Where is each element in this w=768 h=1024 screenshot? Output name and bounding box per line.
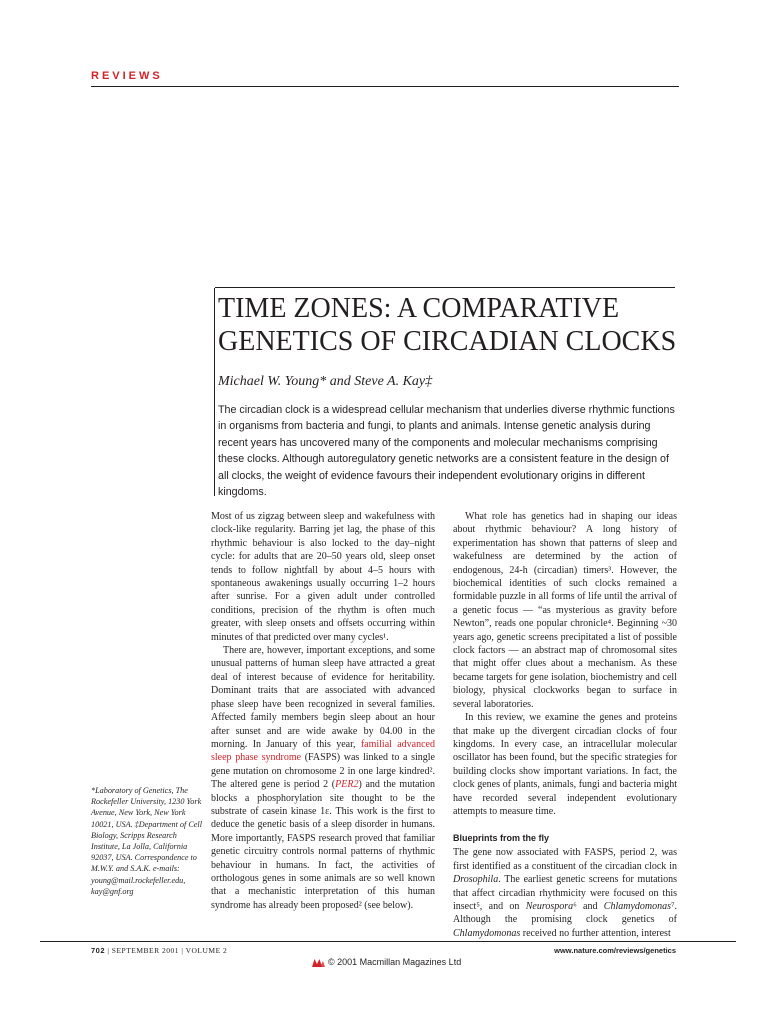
left-paragraph-1: Most of us zigzag between sleep and wakefulness with clock-like regularity. Barring jet lag, the phase of this rhythmic behaviour is also locked to the day–night cycle: for adults that are 20–50 years old, sleep onset tends to follow nightfall by about 4–5 hours with spontaneous awakenings usually occurring 1–2 hours after sunrise. For a given adult under controlled conditions, precision of the rhythm is often much greater, with sleep onsets and offsets occurring within minutes of that predicted over many cycles¹. [211,511,435,643]
page-number: 702 [91,946,106,955]
drosophila-term: Drosophila [453,874,499,886]
title-rule [215,287,675,288]
title-line-1: TIME ZONES: A COMPARATIVE [218,293,620,324]
left-p2-text-b: (FASPS) was linked to a single gene mutation on chromosome 2 in one large kindred². The altered gene is period 2 ( [211,752,435,791]
left-p2-text-c: ) and the mutation blocks a phosphorylation site thought to be the substrate of casein kinase 1ε. This work is the first to deduce the genetic basis of a sleep disorder in humans. More importantly, FASPS research proved that familiar genetic circuitry controls normal patterns of rhythmic behaviour in humans. In fact, the activities of orthologous genes in some animals are so well known that a mechanistic interpretation of this human syndrome has already been proposed² (see below). [211,779,435,911]
chlamydomonas-term-2: Chlamydomonas [453,927,521,939]
article-title [218,292,678,358]
left-paragraph-2 [211,644,435,912]
right-p3-text-c: ⁶ and [573,900,598,912]
chlamydomonas-term: Chlamydomonas [603,900,672,912]
issue-info: | SEPTEMBER 2001 | VOLUME 2 [107,946,228,955]
copyright-line [312,957,461,967]
macmillan-logo-icon [312,958,325,967]
right-paragraph-2: In this review, we examine the genes and proteins that make up the divergent circadian clocks of four kingdoms. In every case, an intracellular molecular oscillator has been found, but the specific strategies for building clocks show important variations. In fact, the clock genes of plants, animals, fungi and bacteria might have recorded several independent evolutionary attempts to measure time. [453,712,677,817]
top-rule [91,86,679,87]
left-column [211,510,435,912]
journal-url[interactable]: www.nature.com/reviews/genetics [554,946,676,955]
footer-left [91,946,227,955]
neurospora-term: Neurospora [525,900,574,912]
subheading: Blueprints from the fly [453,833,550,844]
right-p3-text-d: ⁷. Although the promising clock genetics of [453,900,678,926]
right-p3-text-b: . The earliest genetic screens for mutations that affect circadian rhythmicity were focused on this insect⁵, and on [453,874,677,912]
copyright-text: © 2001 Macmillan Magazines Ltd [328,957,462,967]
right-p3-text-a: The gene now associated with FASPS, period 2, was first identified as a constituent of the circadian clock in [453,847,677,872]
title-side-bar [214,288,215,496]
affiliation-note: *Laboratory of Genetics, The Rockefeller University, 1230 York Avenue, New York, New York 10021, USA. ‡Department of Cell Biology, Scripps Research Institute, La Jolla, California 92037, USA. Correspondence to M.W.Y. and S.A.K. e-mails: young@mail.rockefeller.edu, kay@gnf.org [91,786,202,896]
fasps-glossary-link[interactable]: familial advanced sleep phase syndrome [211,738,435,764]
bottom-rule [40,941,736,942]
authors: Michael W. Young* and Steve A. Kay‡ [218,374,433,389]
right-paragraph-3 [453,846,677,940]
right-p3-text-e: received no further attention, interest [522,927,671,939]
title-line-2: GENETICS OF CIRCADIAN CLOCKS [218,326,677,357]
right-column [453,510,677,940]
right-paragraph-1: What role has genetics had in shaping our ideas about rhythmic behaviour? A long history of experimentation has shown that patterns of sleep and wakefulness are determined by the action of endogenous, 24-h (circadian) timers³. However, the biochemical identities of such clocks remained a formidable puzzle in all forms of life until the arrival of a genetic focus — “as mysterious as gravity before Newton”, reads one popular chronicle⁴. Beginning ~30 years ago, genetic screens precipitated a list of possible clock factors — an abstract map of chromosomal sites that might offer clues about a mechanism. As these became targets for gene isolation, biochemistry and cell biology, physical clockworks began to surface in several laboratories. [453,511,677,710]
section-label: REVIEWS [91,70,163,82]
abstract: The circadian clock is a widespread cellular mechanism that underlies diverse rhythmic functions in organisms from bacteria and fungi, to plants and animals. Intense genetic analysis during recent years has uncovered many of the components and molecular mechanisms comprising these clocks. Although autoregulatory genetic networks are a consistent feature in the design of all clocks, the weight of evidence favours their independent evolutionary origins in different kingdoms. [218,404,675,499]
per2-gene-link[interactable]: PER2 [335,779,359,791]
left-p2-text-a: There are, however, important exceptions, and some unusual patterns of human sleep have attracted a great deal of interest because of evidence for heritability. Dominant traits that are associated with advanced phase sleep have been recognized in several families. Affected family members begin sleep about an hour after sunset and are wide awake by 04.00 in the morning. In January of this year, [211,645,435,750]
